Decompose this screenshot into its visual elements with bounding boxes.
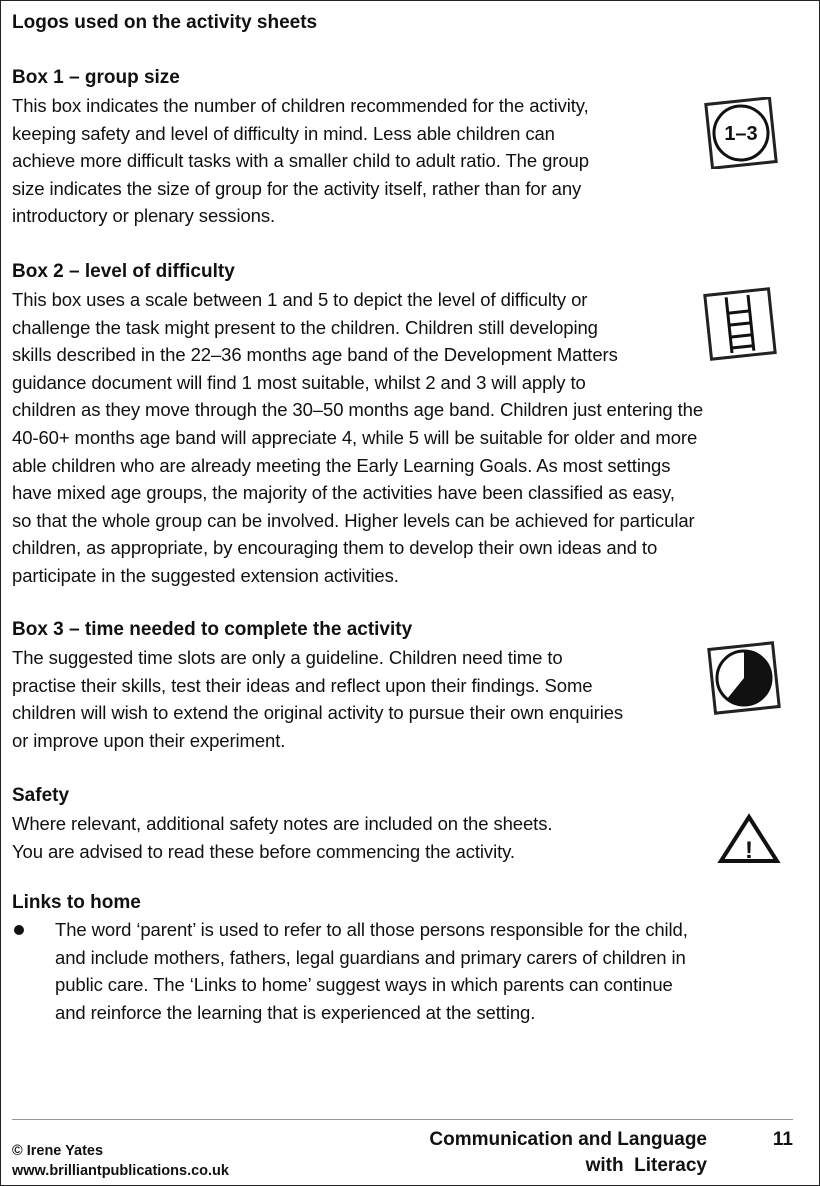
box1-line: keeping safety and level of difficulty in mind. Less able children can bbox=[12, 122, 555, 144]
box3-text bbox=[12, 644, 812, 754]
website-link[interactable]: www.brilliantpublications.co.uk bbox=[12, 1163, 229, 1179]
links-to-home-bullet bbox=[12, 916, 802, 1026]
page-title: Logos used on the activity sheets bbox=[12, 12, 318, 33]
box1-line: introductory or plenary sessions. bbox=[12, 205, 276, 227]
group-size-label: 1–3 bbox=[724, 123, 758, 145]
book-title bbox=[381, 1127, 707, 1179]
box1-line: This box indicates the number of children recommended for the activity, bbox=[12, 95, 589, 116]
box2-line: skills described in the 22–36 months age band of the Development Matters bbox=[12, 344, 618, 366]
book-title-line1: Communication and Language bbox=[429, 1129, 707, 1150]
box2-line: so that the whole group can be involved. Higher levels can be achieved for particular bbox=[12, 509, 695, 531]
box3-line: or improve upon their experiment. bbox=[12, 729, 286, 751]
safety-line: You are advised to read these before commencing the activity. bbox=[12, 840, 515, 862]
bullet-line: and reinforce the learning that is experienced at the setting. bbox=[55, 1001, 536, 1023]
box2-line: have mixed age groups, the majority of the activities have been classified as easy, bbox=[12, 482, 675, 504]
box2-line: participate in the suggested extension activities. bbox=[12, 564, 399, 586]
box1-section bbox=[12, 66, 812, 230]
links-to-home-heading: Links to home bbox=[12, 892, 141, 913]
box3-heading: Box 3 – time needed to complete the activity bbox=[12, 619, 413, 640]
box3-line: The suggested time slots are only a guideline. Children need time to bbox=[12, 647, 563, 668]
box2-line: This box uses a scale between 1 and 5 to depict the level of difficulty or bbox=[12, 289, 588, 310]
box1-text bbox=[12, 92, 812, 230]
bullet-line: The word ‘parent’ is used to refer to all those persons responsible for the child, bbox=[55, 919, 688, 940]
box1-line: size indicates the size of group for the activity itself, rather than for any bbox=[12, 177, 582, 199]
box1-line: achieve more difficult tasks with a smaller child to adult ratio. The group bbox=[12, 150, 589, 172]
box2-text bbox=[12, 286, 812, 590]
group-size-icon bbox=[701, 97, 781, 169]
box3-line: children will wish to extend the original activity to pursue their own enquiries bbox=[12, 702, 624, 724]
box2-line: 40-60+ months age band will appreciate 4, while 5 will be suitable for older and more bbox=[12, 426, 698, 448]
safety-section bbox=[12, 784, 812, 865]
bullet-line: and include mothers, fathers, legal guardians and primary carers of children in bbox=[55, 946, 686, 968]
box2-line: guidance document will find 1 most suitable, whilst 2 and 3 will apply to bbox=[12, 371, 586, 393]
warning-symbol: ! bbox=[745, 837, 753, 864]
warning-triangle-icon bbox=[717, 813, 781, 865]
safety-text bbox=[12, 810, 812, 865]
footer-credits bbox=[12, 1141, 229, 1181]
copyright: © Irene Yates bbox=[12, 1143, 104, 1159]
book-title-line2: with Literacy bbox=[585, 1155, 707, 1176]
clock-icon bbox=[703, 641, 785, 715]
safety-line: Where relevant, additional safety notes are included on the sheets. bbox=[12, 813, 553, 834]
ladder-icon bbox=[699, 286, 781, 362]
links-to-home-text bbox=[55, 916, 802, 1026]
box1-heading: Box 1 – group size bbox=[12, 67, 180, 88]
links-to-home-section bbox=[12, 891, 812, 915]
bullet-dot-icon bbox=[14, 925, 24, 935]
box2-section bbox=[12, 260, 812, 590]
footer-divider bbox=[12, 1119, 793, 1120]
bullet-line: public care. The ‘Links to home’ suggest ways in which parents can continue bbox=[55, 974, 673, 996]
safety-heading: Safety bbox=[12, 785, 70, 806]
page-number: 11 bbox=[772, 1129, 793, 1150]
box2-line: challenge the task might present to the children. Children still developing bbox=[12, 316, 598, 338]
box2-line: able children who are already meeting the Early Learning Goals. As most settings bbox=[12, 454, 671, 476]
page-title-block bbox=[12, 11, 812, 35]
box3-section bbox=[12, 618, 812, 754]
box2-line: children as they move through the 30–50 months age band. Children just entering the bbox=[12, 399, 704, 421]
box3-line: practise their skills, test their ideas and reflect upon their findings. Some bbox=[12, 674, 593, 696]
box2-line: children, as appropriate, by encouraging them to develop their own ideas and to bbox=[12, 537, 658, 559]
box2-heading: Box 2 – level of difficulty bbox=[12, 261, 235, 282]
